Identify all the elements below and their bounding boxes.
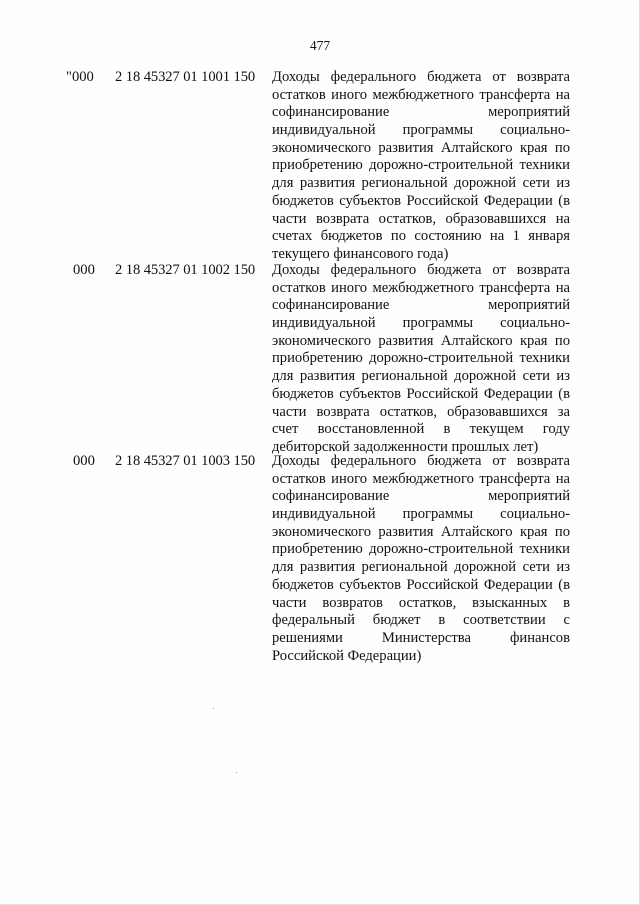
description-line: приобретению дорожно-строительной техники [272,350,570,367]
entry-description [272,69,570,264]
scan-speck [213,708,214,709]
scan-speck [236,772,237,773]
description-line: бюджетов субъектов Российской Федерации (в [272,576,570,593]
administrator-code: "000 [66,69,94,85]
description-line: федеральный бюджет в соответствии с [272,612,570,629]
description-line: индивидуальной программы социально- [272,315,570,332]
description-line: остатков иного межбюджетного трансферта на [272,279,570,296]
description-line: экономического развития Алтайского края по [272,332,570,349]
description-line: софинансирование мероприятий [272,297,570,314]
description-line: дебиторской задолженности прошлых лет) [272,438,539,455]
description-line: для развития региональной дорожной сети из [272,559,570,576]
description-line: Российской Федерации) [272,647,422,664]
description-line: счет восстановленной в текущем году [272,421,570,438]
description-line: Доходы федерального бюджета от возврата [272,453,570,469]
description-line: остатков иного межбюджетного трансферта на [272,86,570,103]
description-line: приобретению дорожно-строительной техники [272,541,570,558]
classification-code: 2 18 45327 01 1001 150 [115,69,256,85]
description-line: решениями Министерства финансов [272,629,570,646]
description-line: приобретению дорожно-строительной техники [272,157,570,174]
description-line: экономического развития Алтайского края по [272,523,570,540]
description-line: бюджетов субъектов Российской Федерации (в [272,192,570,209]
description-line: Доходы федерального бюджета от возврата [272,262,570,278]
description-line: части возврата остатков, образовавшихся за [272,403,570,420]
description-line: софинансирование мероприятий [272,488,570,505]
description-line: остатков иного межбюджетного трансферта на [272,470,570,487]
description-line: части возврата остатков, образовавшихся на [272,210,570,227]
description-line: для развития региональной дорожной сети из [272,368,570,385]
entry-description [272,262,570,457]
description-line: для развития региональной дорожной сети из [272,175,570,192]
description-line: части возвратов остатков, взысканных в [272,594,570,611]
classification-code: 2 18 45327 01 1002 150 [115,262,256,278]
description-line: софинансирование мероприятий [272,104,570,121]
description-line: индивидуальной программы социально- [272,506,570,523]
description-line: Доходы федерального бюджета от возврата [272,69,570,85]
description-line: индивидуальной программы социально- [272,122,570,139]
page-number: 477 [309,38,331,53]
description-line: счетах бюджетов по состоянию на 1 января [272,228,570,245]
entry-description [272,453,570,665]
description-line: экономического развития Алтайского края по [272,139,570,156]
classification-code: 2 18 45327 01 1003 150 [115,453,256,469]
description-line: текущего финансового года) [272,245,449,262]
description-line: бюджетов субъектов Российской Федерации (в [272,385,570,402]
administrator-code: 000 [73,262,95,278]
administrator-code: 000 [73,453,95,469]
